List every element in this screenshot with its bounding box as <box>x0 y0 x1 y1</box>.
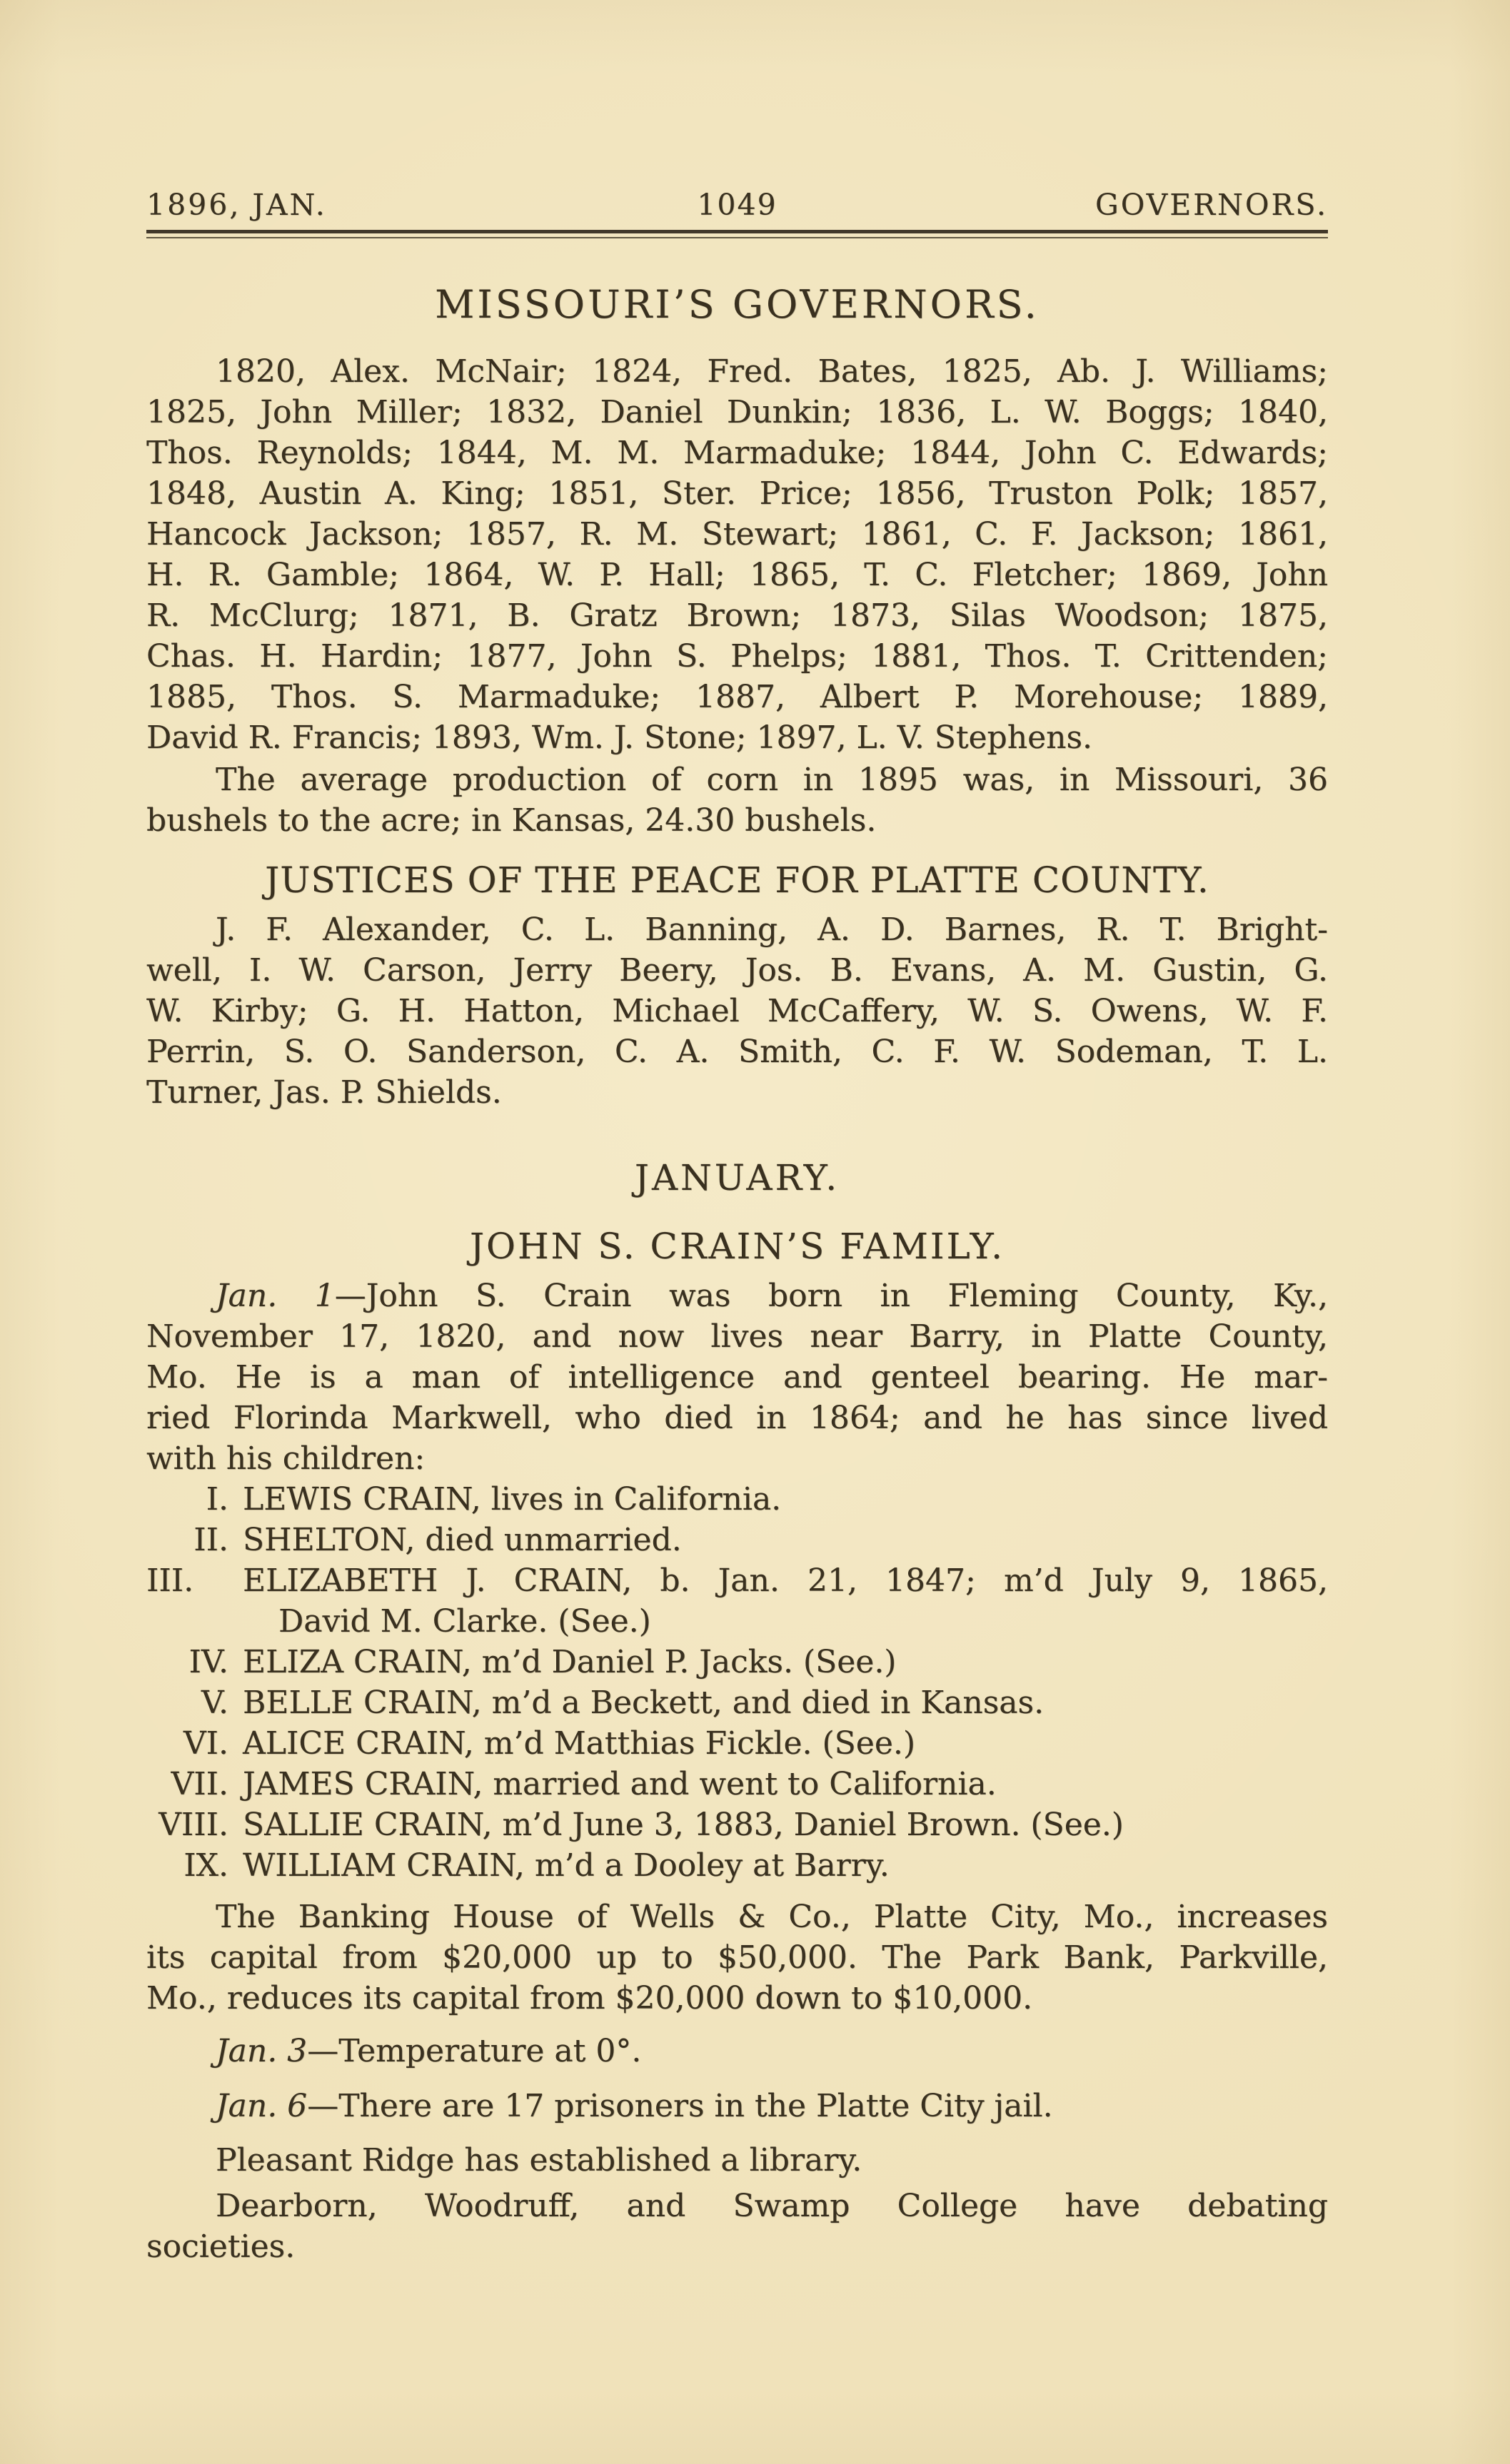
list-numeral: II. <box>193 1522 228 1558</box>
date-lead: Jan. 1 <box>216 1278 335 1314</box>
text-line: Dearborn, Woodruff, and Swamp College have debating <box>216 2188 1328 2224</box>
list-item-text: ALICE CRAIN, m’d Matthias Fickle. (See.) <box>243 1725 916 1762</box>
text-line: its capital from $20,000 up to $50,000. The Park Bank, Parkville, <box>146 1939 1328 1976</box>
list-numeral: V. <box>201 1685 228 1721</box>
text-line: Hancock Jackson; 1857, R. M. Stewart; 1861, C. F. Jackson; 1861, <box>146 516 1328 552</box>
library-paragraph <box>146 2140 1328 2181</box>
list-numeral: III. <box>146 1562 194 1599</box>
text-segment: —There are 17 prisoners in the Platte City jail. <box>307 2088 1053 2124</box>
family-list-item <box>146 1520 1328 1560</box>
family-list-item <box>146 1764 1328 1804</box>
list-numeral: IX. <box>183 1847 228 1884</box>
list-numeral: VIII. <box>158 1807 228 1843</box>
list-item-text: LEWIS CRAIN, lives in California. <box>243 1481 782 1518</box>
text-line: Thos. Reynolds; 1844, M. M. Marmaduke; 1844, John C. Edwards; <box>146 435 1328 471</box>
family-list-item <box>146 1804 1328 1845</box>
family-list-item <box>146 1479 1328 1520</box>
corn-production-paragraph <box>146 759 1328 841</box>
text-line: Mo. He is a man of intelligence and genteel bearing. He mar- <box>146 1359 1328 1395</box>
date-lead: Jan. 3 <box>216 2033 308 2069</box>
text-line: Chas. H. Hardin; 1877, John S. Phelps; 1881, Thos. T. Crittenden; <box>146 638 1328 675</box>
crain-birth-paragraph <box>146 1276 1328 1479</box>
list-item-text: ELIZABETH J. CRAIN, b. Jan. 21, 1847; m’d July 9, 1865, <box>243 1562 1328 1599</box>
text-line: 1825, John Miller; 1832, Daniel Dunkin; 1836, L. W. Boggs; 1840, <box>146 394 1328 430</box>
text-line: Pleasant Ridge has established a library. <box>216 2142 862 2178</box>
list-item-text: SHELTON, died unmarried. <box>243 1522 682 1558</box>
text-line: The Banking House of Wells & Co., Platte City, Mo., increases <box>216 1899 1328 1935</box>
text-line: societies. <box>146 2228 296 2265</box>
text-line: 1885, Thos. S. Marmaduke; 1887, Albert P. Morehouse; 1889, <box>146 679 1328 715</box>
crain-children-list <box>146 1479 1328 1886</box>
list-item-text: JAMES CRAIN, married and went to California. <box>243 1766 997 1802</box>
text-line: R. McClurg; 1871, B. Gratz Brown; 1873, Silas Woodson; 1875, <box>146 597 1328 634</box>
list-numeral: VII. <box>171 1766 228 1802</box>
list-item-text: ELIZA CRAIN, m’d Daniel P. Jacks. (See.) <box>243 1644 897 1680</box>
section-heading-crain-family: JOHN S. CRAIN’S FAMILY. <box>470 1226 1005 1267</box>
text-line: with his children: <box>146 1440 426 1477</box>
list-item-text: BELLE CRAIN, m’d a Beckett, and died in Kansas. <box>243 1685 1045 1721</box>
family-list-item <box>146 1682 1328 1723</box>
text-line: ried Florinda Markwell, who died in 1864; and he has since lived <box>146 1400 1328 1436</box>
list-numeral: I. <box>206 1481 228 1518</box>
date-lead: Jan. 6 <box>216 2088 308 2124</box>
text-line: bushels to the acre; in Kansas, 24.30 bushels. <box>146 802 877 839</box>
list-item-text: WILLIAM CRAIN, m’d a Dooley at Barry. <box>243 1847 890 1884</box>
banking-paragraph <box>146 1897 1328 2019</box>
section-heading-justices: JUSTICES OF THE PEACE FOR PLATTE COUNTY. <box>265 859 1209 901</box>
text-line: Perrin, S. O. Sanderson, C. A. Smith, C. F. W. Sodeman, T. L. <box>146 1034 1328 1070</box>
text-line: H. R. Gamble; 1864, W. P. Hall; 1865, T. C. Fletcher; 1869, John <box>146 557 1328 593</box>
text-line <box>146 2031 1328 2071</box>
header-running-title: GOVERNORS. <box>1094 188 1329 222</box>
list-numeral: IV. <box>188 1644 228 1680</box>
debating-paragraph <box>146 2186 1328 2267</box>
text-line <box>146 1276 1328 1316</box>
text-line: 1820, Alex. McNair; 1824, Fred. Bates, 1825, Ab. J. Williams; <box>216 353 1328 390</box>
text-segment: —John S. Crain was born in Fleming County, Ky., <box>334 1278 1328 1314</box>
family-list-item <box>146 1845 1328 1886</box>
text-line: Turner, Jas. P. Shields. <box>146 1074 502 1111</box>
text-line: Mo., reduces its capital from $20,000 down to $10,000. <box>146 1980 1033 2016</box>
text-line: David R. Francis; 1893, Wm. J. Stone; 1897, L. V. Stephens. <box>146 719 1093 756</box>
jan3-entry <box>146 2031 1328 2071</box>
header-rule <box>146 230 1328 238</box>
text-line <box>146 2086 1328 2126</box>
jan6-entry <box>146 2086 1328 2126</box>
justices-paragraph <box>146 909 1328 1113</box>
family-list-item-continuation: David M. Clarke. (See.) <box>278 1603 651 1640</box>
governors-paragraph <box>146 351 1328 758</box>
page-header <box>146 187 1328 223</box>
text-block <box>146 187 1328 2267</box>
family-list-item <box>146 1560 1328 1601</box>
list-item-text: SALLIE CRAIN, m’d June 3, 1883, Daniel Brown. (See.) <box>243 1807 1124 1843</box>
text-line: J. F. Alexander, C. L. Banning, A. D. Barnes, R. T. Bright- <box>216 912 1328 948</box>
family-list-item <box>146 1723 1328 1764</box>
text-line: W. Kirby; G. H. Hatton, Michael McCaffery, W. S. Owens, W. F. <box>146 993 1328 1029</box>
text-line: November 17, 1820, and now lives near Barry, in Platte County, <box>146 1318 1328 1355</box>
section-heading-january: JANUARY. <box>634 1157 840 1198</box>
text-segment: —Temperature at 0°. <box>307 2033 642 2069</box>
header-date: 1896, JAN. <box>146 188 327 222</box>
text-line: The average production of corn in 1895 was, in Missouri, 36 <box>216 762 1328 798</box>
section-heading-governors: MISSOURI’S GOVERNORS. <box>435 282 1040 327</box>
text-line: 1848, Austin A. King; 1851, Ster. Price; 1856, Truston Polk; 1857, <box>146 475 1328 512</box>
list-numeral: VI. <box>183 1725 228 1762</box>
text-line: well, I. W. Carson, Jerry Beery, Jos. B. Evans, A. M. Gustin, G. <box>146 952 1328 989</box>
family-list-item <box>146 1642 1328 1682</box>
header-page-number: 1049 <box>697 188 777 222</box>
